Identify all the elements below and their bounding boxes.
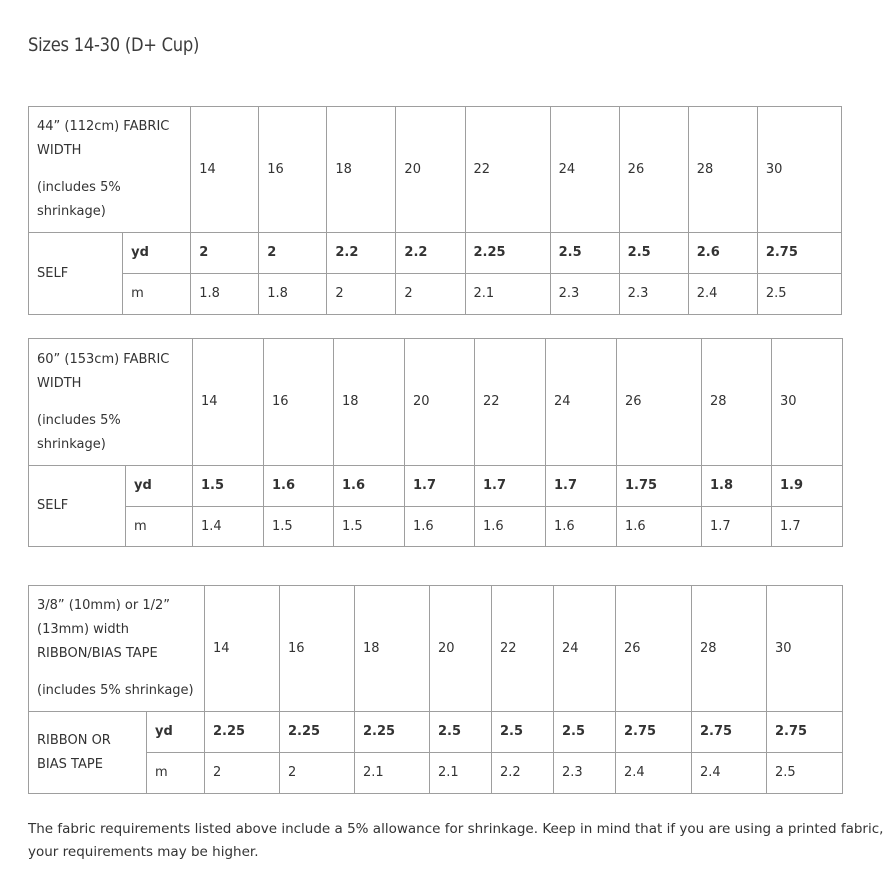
yd-value: 2.75 bbox=[757, 233, 841, 274]
m-value: 1.5 bbox=[334, 507, 405, 547]
m-value: 2 bbox=[327, 274, 396, 315]
m-value: 1.8 bbox=[259, 274, 327, 315]
tape-width-label: 3/8” (10mm) or 1/2” (13mm) width RIBBON/BIAS TAPE bbox=[37, 598, 171, 661]
yd-value: 2 bbox=[191, 233, 259, 274]
row-label: SELF bbox=[29, 466, 126, 547]
m-value: 1.5 bbox=[264, 507, 334, 547]
size-header: 16 bbox=[259, 107, 327, 233]
table-header-row bbox=[29, 339, 843, 466]
size-header: 20 bbox=[405, 339, 475, 466]
size-header: 30 bbox=[772, 339, 843, 466]
unit-m-label: m bbox=[123, 274, 191, 315]
yd-value: 1.6 bbox=[334, 466, 405, 507]
size-header: 30 bbox=[767, 586, 843, 712]
m-value: 1.6 bbox=[546, 507, 617, 547]
table-row-m bbox=[29, 753, 843, 794]
m-value: 1.6 bbox=[405, 507, 475, 547]
yd-value: 2.75 bbox=[767, 712, 843, 753]
shrinkage-note: (includes 5% shrinkage) bbox=[37, 683, 194, 698]
m-value: 1.4 bbox=[193, 507, 264, 547]
m-value: 2.4 bbox=[692, 753, 767, 794]
fabric-width-label: 60” (153cm) FABRIC WIDTH bbox=[37, 351, 170, 391]
yd-value: 1.5 bbox=[193, 466, 264, 507]
yd-value: 2.5 bbox=[550, 233, 619, 274]
unit-yd-label: yd bbox=[126, 466, 193, 507]
size-header: 14 bbox=[191, 107, 259, 233]
yd-value: 2.5 bbox=[492, 712, 554, 753]
m-value: 1.7 bbox=[702, 507, 772, 547]
m-value: 2.3 bbox=[550, 274, 619, 315]
yd-value: 2.25 bbox=[355, 712, 430, 753]
yd-value: 2.2 bbox=[396, 233, 465, 274]
size-header: 20 bbox=[430, 586, 492, 712]
size-header: 28 bbox=[692, 586, 767, 712]
m-value: 2.4 bbox=[616, 753, 692, 794]
size-header: 16 bbox=[264, 339, 334, 466]
unit-m-label: m bbox=[126, 507, 193, 547]
yd-value: 1.6 bbox=[264, 466, 334, 507]
row-label: SELF bbox=[29, 233, 123, 315]
size-header: 22 bbox=[492, 586, 554, 712]
yd-value: 1.8 bbox=[702, 466, 772, 507]
yd-value: 1.7 bbox=[405, 466, 475, 507]
m-value: 2.4 bbox=[688, 274, 757, 315]
fabric-width-header bbox=[29, 339, 193, 466]
m-value: 2 bbox=[205, 753, 280, 794]
size-header: 22 bbox=[465, 107, 550, 233]
size-header: 14 bbox=[193, 339, 264, 466]
m-value: 2.1 bbox=[430, 753, 492, 794]
yd-value: 1.7 bbox=[546, 466, 617, 507]
m-value: 1.6 bbox=[475, 507, 546, 547]
m-value: 1.7 bbox=[772, 507, 843, 547]
yd-value: 2.25 bbox=[205, 712, 280, 753]
shrinkage-note: (includes 5% shrinkage) bbox=[37, 412, 121, 452]
size-header: 30 bbox=[757, 107, 841, 233]
row-label: RIBBON OR BIAS TAPE bbox=[29, 712, 147, 794]
yd-value: 2 bbox=[259, 233, 327, 274]
yd-value: 2.25 bbox=[280, 712, 355, 753]
table-row-yd bbox=[29, 712, 843, 753]
fabric-width-header bbox=[29, 107, 191, 233]
unit-m-label: m bbox=[147, 753, 205, 794]
table-row-yd bbox=[29, 466, 843, 507]
size-header: 18 bbox=[334, 339, 405, 466]
yd-value: 2.2 bbox=[327, 233, 396, 274]
size-header: 26 bbox=[619, 107, 688, 233]
size-header: 26 bbox=[617, 339, 702, 466]
m-value: 1.6 bbox=[617, 507, 702, 547]
m-value: 2.5 bbox=[767, 753, 843, 794]
m-value: 2.3 bbox=[619, 274, 688, 315]
size-header: 24 bbox=[554, 586, 616, 712]
size-header: 28 bbox=[702, 339, 772, 466]
size-header: 18 bbox=[355, 586, 430, 712]
m-value: 2 bbox=[280, 753, 355, 794]
table-row-yd bbox=[29, 233, 842, 274]
tape-width-header bbox=[29, 586, 205, 712]
size-header: 20 bbox=[396, 107, 465, 233]
yd-value: 2.75 bbox=[616, 712, 692, 753]
size-header: 22 bbox=[475, 339, 546, 466]
m-value: 2.2 bbox=[492, 753, 554, 794]
yd-value: 1.7 bbox=[475, 466, 546, 507]
page-heading: Sizes 14-30 (D+ Cup) bbox=[28, 34, 200, 56]
fabric-width-label: 44” (112cm) FABRIC WIDTH bbox=[37, 119, 170, 158]
table-row-m bbox=[29, 274, 842, 315]
shrinkage-note: (includes 5% shrinkage) bbox=[37, 180, 121, 219]
ribbon-bias-tape-table bbox=[28, 585, 843, 794]
table-row-m bbox=[29, 507, 843, 547]
fabric-table-60in bbox=[28, 338, 843, 547]
size-header: 28 bbox=[688, 107, 757, 233]
yd-value: 2.6 bbox=[688, 233, 757, 274]
size-header: 16 bbox=[280, 586, 355, 712]
yd-value: 2.25 bbox=[465, 233, 550, 274]
m-value: 2.1 bbox=[465, 274, 550, 315]
shrinkage-footnote: The fabric requirements listed above include a 5% allowance for shrinkage. Keep in mind that if you are using a printed fabric, your requirements may be higher. bbox=[28, 821, 884, 860]
size-header: 18 bbox=[327, 107, 396, 233]
size-header: 14 bbox=[205, 586, 280, 712]
yd-value: 2.5 bbox=[619, 233, 688, 274]
size-header: 24 bbox=[546, 339, 617, 466]
fabric-table-44in bbox=[28, 106, 842, 315]
size-header: 24 bbox=[550, 107, 619, 233]
m-value: 2 bbox=[396, 274, 465, 315]
table-header-row bbox=[29, 586, 843, 712]
yd-value: 1.75 bbox=[617, 466, 702, 507]
m-value: 1.8 bbox=[191, 274, 259, 315]
yd-value: 2.5 bbox=[430, 712, 492, 753]
yd-value: 2.5 bbox=[554, 712, 616, 753]
m-value: 2.5 bbox=[757, 274, 841, 315]
size-header: 26 bbox=[616, 586, 692, 712]
m-value: 2.3 bbox=[554, 753, 616, 794]
yd-value: 2.75 bbox=[692, 712, 767, 753]
table-header-row bbox=[29, 107, 842, 233]
m-value: 2.1 bbox=[355, 753, 430, 794]
unit-yd-label: yd bbox=[147, 712, 205, 753]
unit-yd-label: yd bbox=[123, 233, 191, 274]
yd-value: 1.9 bbox=[772, 466, 843, 507]
